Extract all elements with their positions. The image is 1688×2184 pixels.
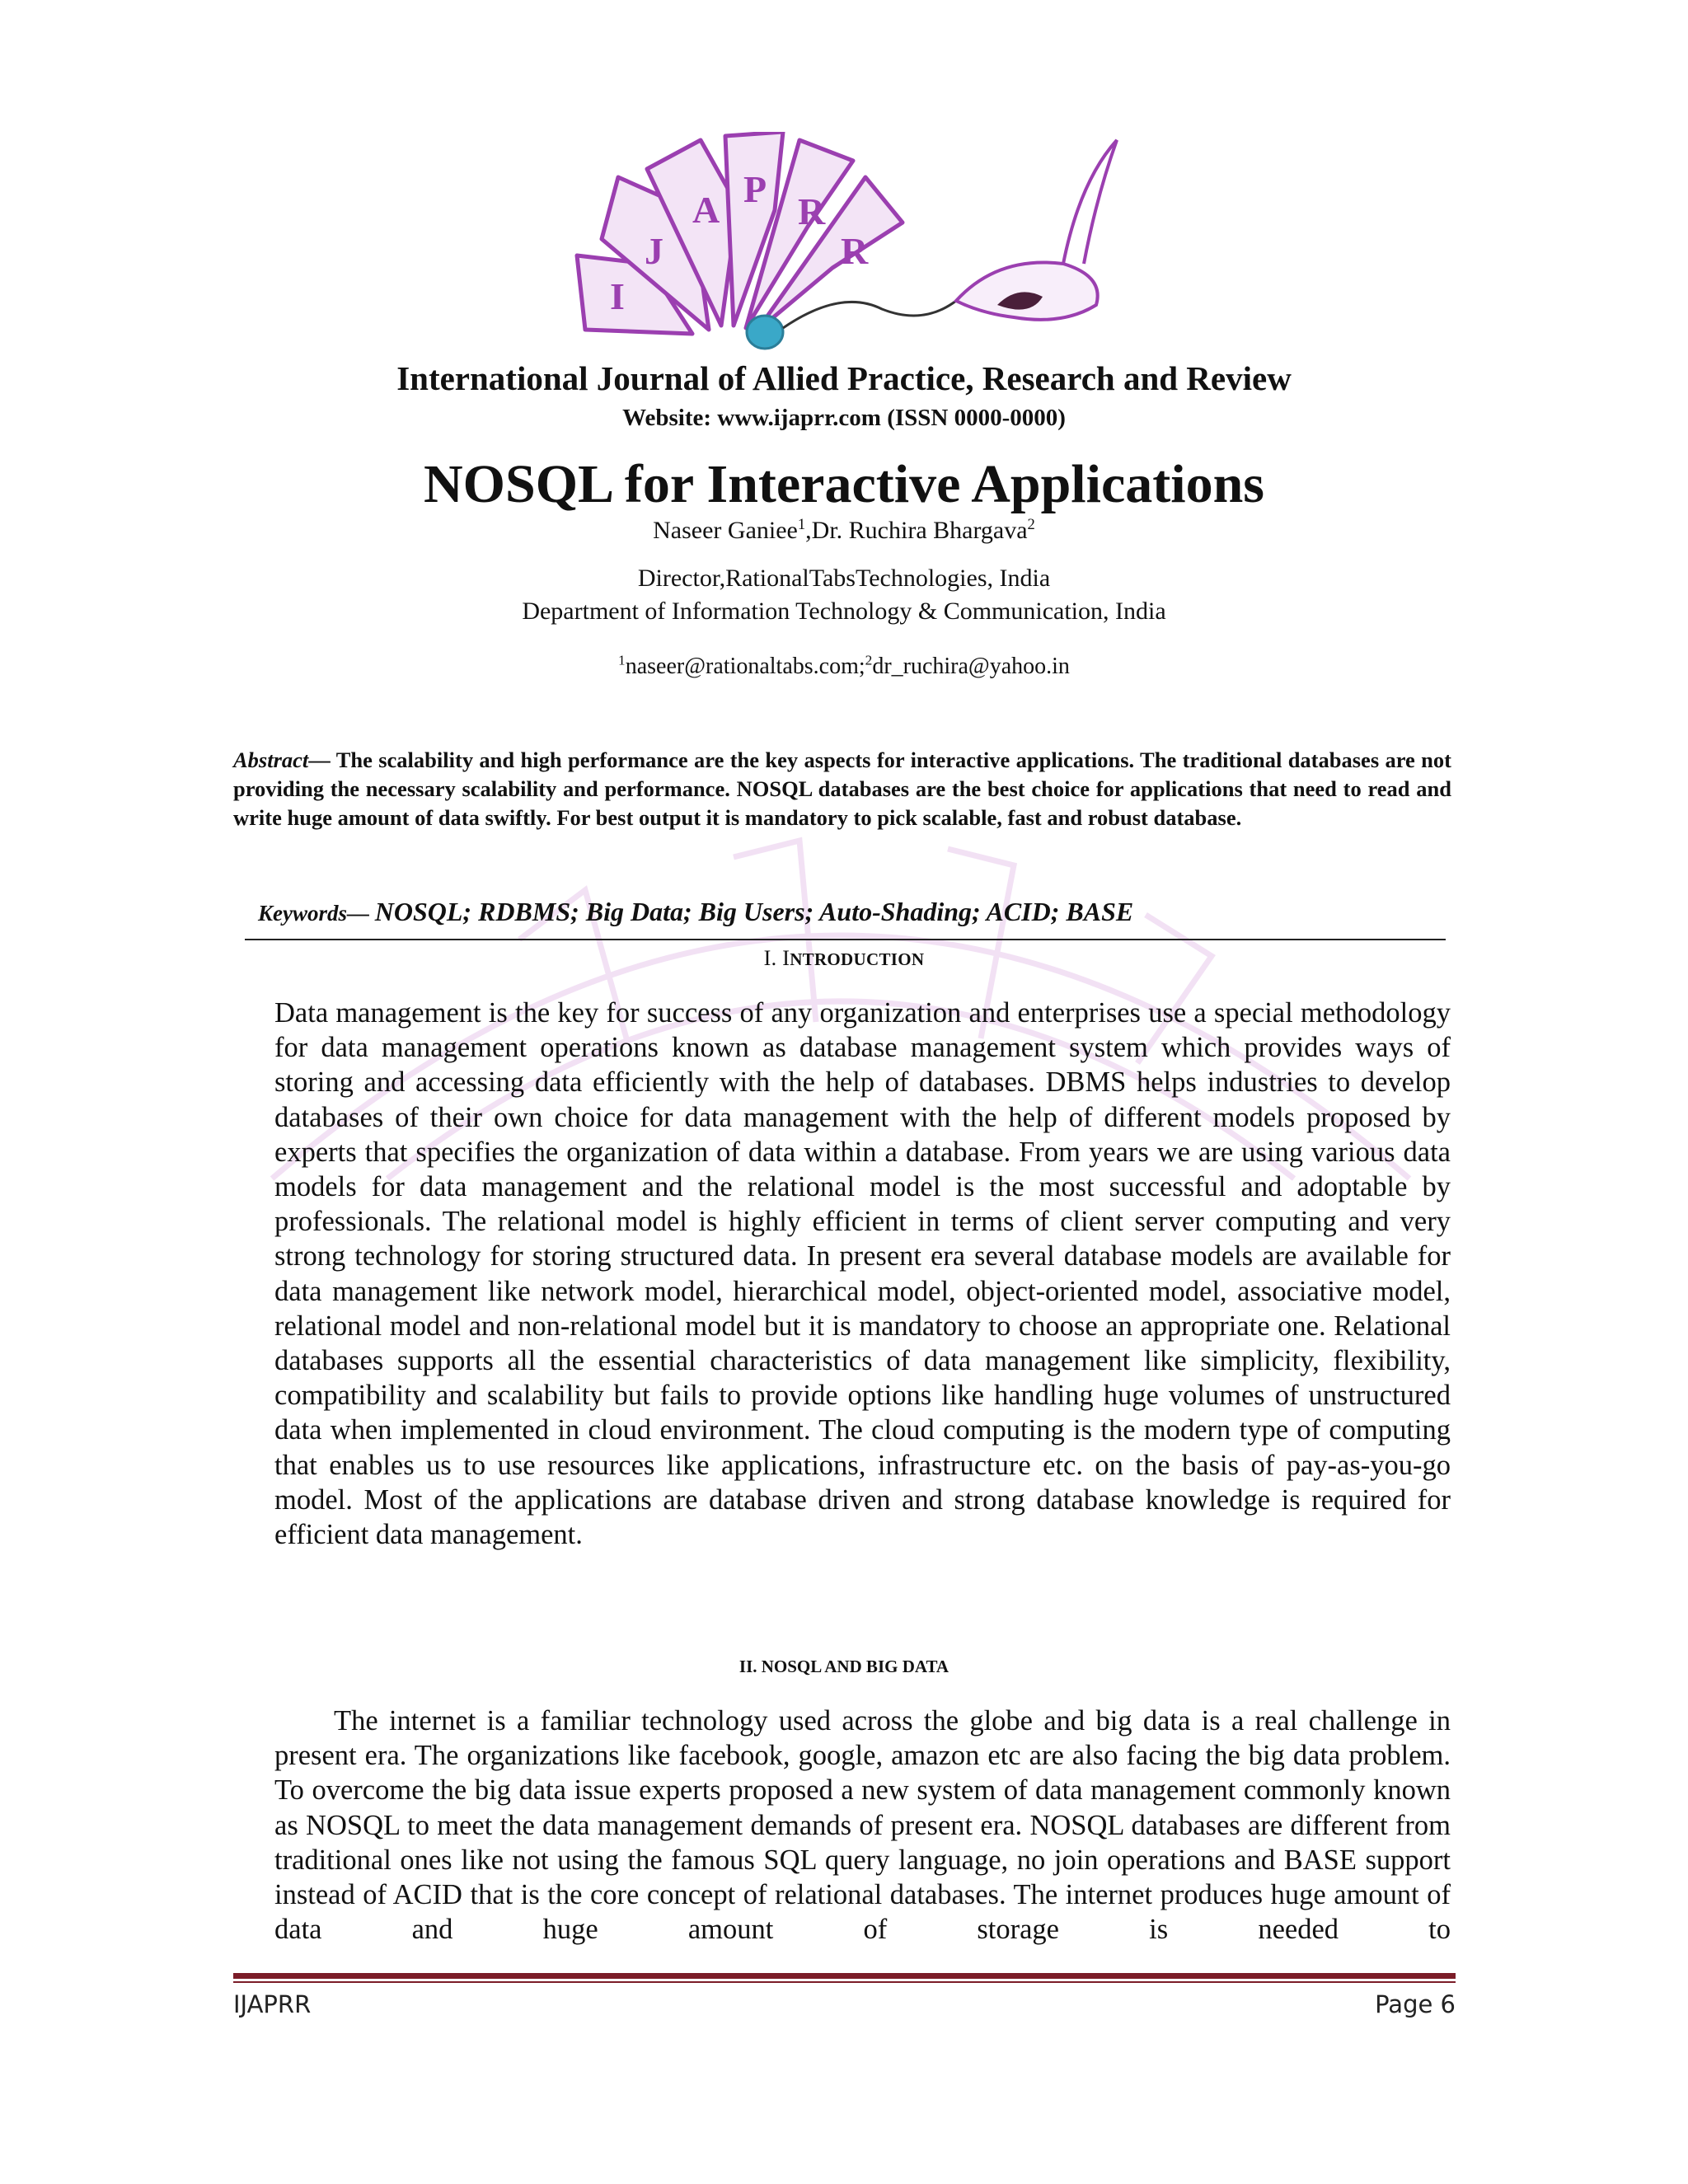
author-2: Dr. Ruchira Bhargava — [811, 517, 1028, 544]
ijaprr-logo — [569, 132, 1129, 363]
logo-letter-i: I — [610, 275, 625, 317]
author-separator: , — [805, 517, 812, 544]
logo-letter-j: J — [645, 230, 663, 272]
section-1-heading-initial: I — [782, 946, 790, 970]
footer-journal-abbrev: IJAPRR — [233, 1990, 312, 2018]
email-2[interactable]: dr_ruchira@yahoo.in — [872, 654, 1070, 679]
email-1-superscript: 1 — [618, 652, 626, 668]
logo-letter-r1: R — [798, 190, 826, 232]
author-2-superscript: 2 — [1027, 516, 1035, 533]
email-1[interactable]: naseer@rationaltabs.com; — [625, 654, 865, 679]
journal-website: Website: www.ijaprr.com (ISSN 0000-0000) — [622, 405, 1066, 431]
section-1-number: I. — [763, 946, 783, 970]
affiliation-2: Department of Information Technology & Communication, India — [522, 598, 1166, 625]
journal-name: International Journal of Allied Practice, Research and Review — [396, 359, 1292, 397]
paper-title: NOSQL for Interactive Applications — [424, 454, 1264, 514]
abstract — [233, 746, 1451, 832]
footer-rule-thick — [233, 1973, 1456, 1979]
author-1: Naseer Ganiee — [653, 517, 798, 544]
keywords-divider — [245, 939, 1446, 940]
abstract-dash: — — [308, 748, 336, 772]
section-1-heading-rest: NTRODUCTION — [790, 949, 925, 969]
author-1-superscript: 1 — [797, 516, 806, 533]
section-1-heading — [0, 946, 1688, 971]
authors — [0, 517, 1688, 545]
footer-rule-thin — [233, 1981, 1456, 1983]
section-2-heading: II. NOSQL AND BIG DATA — [738, 1657, 950, 1676]
keywords-label: Keywords— — [258, 901, 375, 926]
logo-letter-r2: R — [841, 230, 869, 272]
section-2-body: The internet is a familiar technology used across the globe and big data is a real challenge in present era. The organizations like facebook, google, amazon etc are also facing the big data problem. To overcome the big data issue experts proposed a new system of data management commonly known as NOSQL to meet the data management demands of present era. NOSQL databases are different from traditional ones like not using the famous SQL query language, no join operations and BASE support instead of ACID that is the core concept of relational databases. The internet produces huge amount of data and huge amount of storage is needed to — [274, 1705, 1451, 1946]
abstract-label: Abstract — [233, 748, 309, 772]
keywords-text: NOSQL; RDBMS; Big Data; Big Users; Auto-Shading; ACID; BASE — [374, 897, 1134, 926]
keywords — [258, 897, 1133, 927]
affiliation-1: Director,RationalTabsTechnologies, India — [637, 565, 1051, 592]
logo-letter-p: P — [743, 168, 767, 210]
logo-letter-a: A — [692, 189, 720, 231]
author-emails — [0, 654, 1688, 680]
footer-page-number: Page 6 — [1375, 1990, 1456, 2018]
email-2-superscript: 2 — [865, 652, 873, 668]
abstract-text: The scalability and high performance are the key aspects for interactive applications. The traditional databases are not providing the necessary scalability and performance. NOSQL databases are the best choice for applications that need to read and write huge amount of data swiftly. For best output it is mandatory to pick scalable, fast and robust database. — [233, 748, 1451, 830]
section-1-body: Data management is the key for success of any organization and enterprises use a special methodology for data management operations known as database management system which provides ways of storing and accessing data efficiently with the help of databases. DBMS helps industries to develop databases of their own choice for data management with the help of different models proposed by experts that specifies the organization of data within a database. From years we are using various data models for data management and the relational model is the most successful and adoptable by professionals. The relational model is highly efficient in terms of client server computing and very strong technology for storing structured data. In present era several database models are available for data management like network model, hierarchical model, object-oriented model, associative model, relational model and non-relational model but it is mandatory to choose an appropriate one. Relational databases supports all the essential characteristics of data management like simplicity, flexibility, compatibility and scalability but fails to provide options like handling huge volumes of unstructured data when implemented in cloud environment. The cloud computing is the modern type of computing that enables us to use resources like applications, infrastructure etc. on the basis of pay-as-you-go model. Most of the applications are database driven and strong database knowledge is required for efficient data management. — [274, 997, 1451, 1551]
